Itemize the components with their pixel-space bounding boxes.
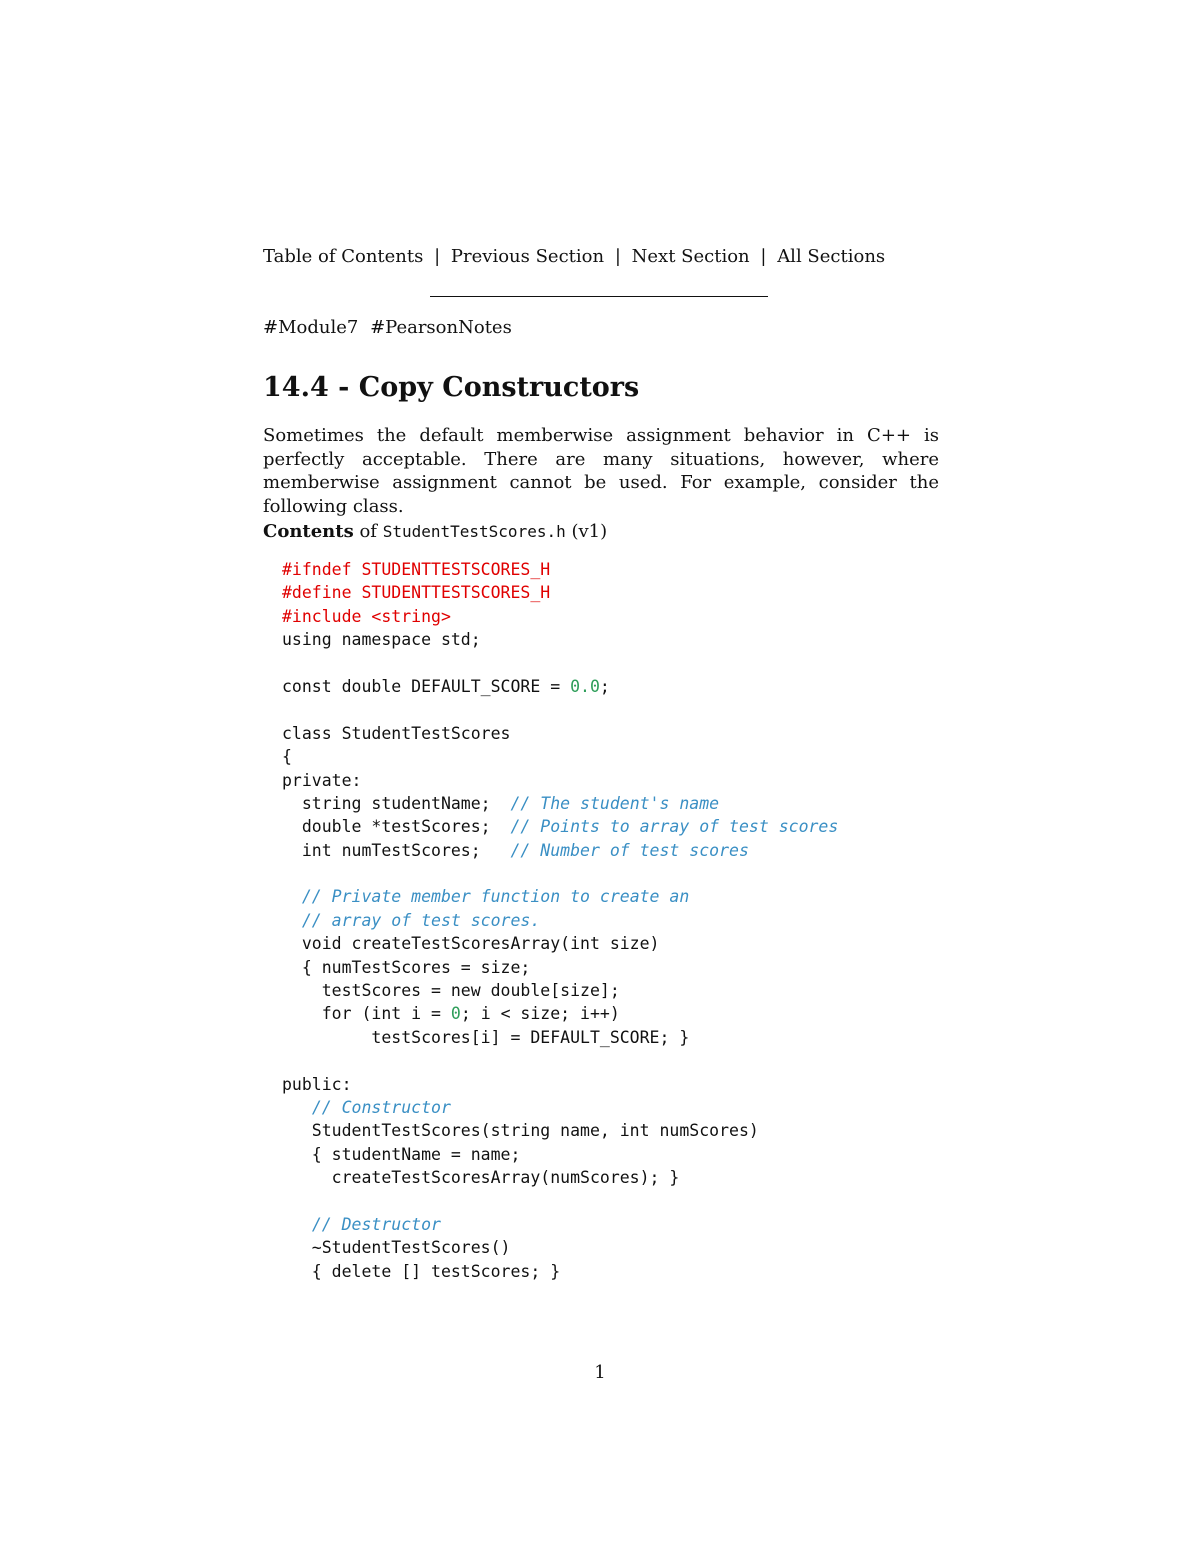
- code-line: [282, 979, 838, 1002]
- code-line: [282, 698, 838, 721]
- code-text: testScores = new double[size];: [282, 981, 620, 1001]
- code-text: { delete [] testScores; }: [282, 1261, 561, 1281]
- code-text: [282, 911, 302, 930]
- nav-separator: |: [760, 246, 767, 267]
- intro-paragraph: Sometimes the default memberwise assignment behavior in C++ is perfectly acceptable. There are many situations, however, where memberwise assignment cannot be used. For example, consider the following class.: [263, 425, 939, 517]
- code-line: [282, 1119, 838, 1142]
- code-line: [282, 932, 838, 955]
- horizontal-divider: [430, 296, 768, 297]
- code-comment: // Points to array of test scores: [510, 817, 839, 837]
- caption-version: (v1): [571, 521, 608, 542]
- code-line: [282, 815, 838, 838]
- code-comment: // Private member function to create an: [301, 887, 690, 907]
- code-line: [282, 769, 838, 792]
- code-line: [282, 1026, 838, 1049]
- code-line: [282, 839, 838, 862]
- code-line: [282, 1073, 838, 1096]
- code-line: [282, 1190, 838, 1213]
- tag-module7[interactable]: #Module7: [263, 317, 359, 338]
- code-text: int numTestScores;: [282, 840, 511, 860]
- code-text: class StudentTestScores: [282, 723, 511, 743]
- code-line: [282, 1236, 838, 1259]
- table-of-contents-link[interactable]: Table of Contents: [263, 246, 424, 267]
- code-block: [282, 558, 838, 1283]
- code-comment: // Destructor: [311, 1214, 441, 1234]
- code-preprocessor: #include <string>: [282, 606, 451, 626]
- code-line: [282, 1260, 838, 1283]
- code-line: [282, 581, 838, 604]
- code-comment: // array of test scores.: [301, 910, 541, 930]
- code-comment: // The student's name: [510, 793, 720, 813]
- caption-of: of: [359, 521, 377, 542]
- code-caption: [263, 521, 607, 542]
- code-line: [282, 956, 838, 979]
- code-line: [282, 885, 838, 908]
- code-text: using namespace std;: [282, 630, 481, 650]
- code-text: ; i < size; i++): [460, 1004, 620, 1024]
- code-text: { numTestScores = size;: [282, 957, 531, 977]
- caption-filename: StudentTestScores.h: [382, 522, 566, 541]
- code-line: [282, 862, 838, 885]
- code-text: ~StudentTestScores(): [282, 1238, 511, 1258]
- code-comment: // Number of test scores: [510, 840, 749, 860]
- code-text: [282, 1098, 312, 1117]
- code-text: { studentName = name;: [282, 1144, 521, 1164]
- all-sections-link[interactable]: All Sections: [777, 246, 886, 267]
- code-preprocessor: #ifndef STUDENTTESTSCORES_H: [282, 560, 551, 579]
- nav-separator: |: [434, 246, 441, 267]
- code-text: createTestScoresArray(numScores); }: [282, 1168, 680, 1188]
- code-text: double *testScores;: [282, 817, 511, 837]
- code-preprocessor: #define STUDENTTESTSCORES_H: [282, 583, 551, 603]
- code-line: [282, 1166, 838, 1189]
- code-line: [282, 745, 838, 768]
- section-navigation: [263, 246, 885, 267]
- code-line: [282, 722, 838, 745]
- code-text: const double DEFAULT_SCORE =: [282, 676, 571, 696]
- code-line: [282, 652, 838, 675]
- code-text: [282, 887, 302, 906]
- code-line: [282, 1049, 838, 1072]
- caption-prefix: Contents: [263, 521, 354, 542]
- previous-section-link[interactable]: Previous Section: [450, 246, 605, 267]
- code-line: [282, 558, 838, 581]
- code-text: StudentTestScores(string name, int numScores): [282, 1121, 759, 1141]
- code-text: private:: [282, 770, 362, 790]
- code-text: void createTestScoresArray(int size): [282, 934, 660, 954]
- code-line: [282, 605, 838, 628]
- code-text: for (int i =: [282, 1004, 451, 1024]
- nav-separator: |: [614, 246, 621, 267]
- code-line: [282, 1213, 838, 1236]
- code-line: [282, 1096, 838, 1119]
- next-section-link[interactable]: Next Section: [631, 246, 750, 267]
- code-number: 0: [450, 1004, 461, 1024]
- code-line: [282, 792, 838, 815]
- code-line: [282, 675, 838, 698]
- code-line: [282, 909, 838, 932]
- code-text: ;: [599, 676, 610, 696]
- code-text: testScores[i] = DEFAULT_SCORE; }: [282, 1027, 690, 1047]
- code-text: public:: [282, 1074, 352, 1094]
- code-line: [282, 1002, 838, 1025]
- tag-list: [263, 317, 512, 338]
- code-text: {: [282, 747, 292, 767]
- page-number: 1: [594, 1362, 606, 1383]
- section-heading: 14.4 - Copy Constructors: [263, 372, 640, 403]
- tag-pearson-notes[interactable]: #PearsonNotes: [370, 317, 512, 338]
- code-line: [282, 1143, 838, 1166]
- code-number: 0.0: [570, 676, 600, 696]
- code-line: [282, 628, 838, 651]
- code-text: string studentName;: [282, 793, 511, 813]
- code-comment: // Constructor: [311, 1097, 451, 1117]
- code-text: [282, 1215, 312, 1234]
